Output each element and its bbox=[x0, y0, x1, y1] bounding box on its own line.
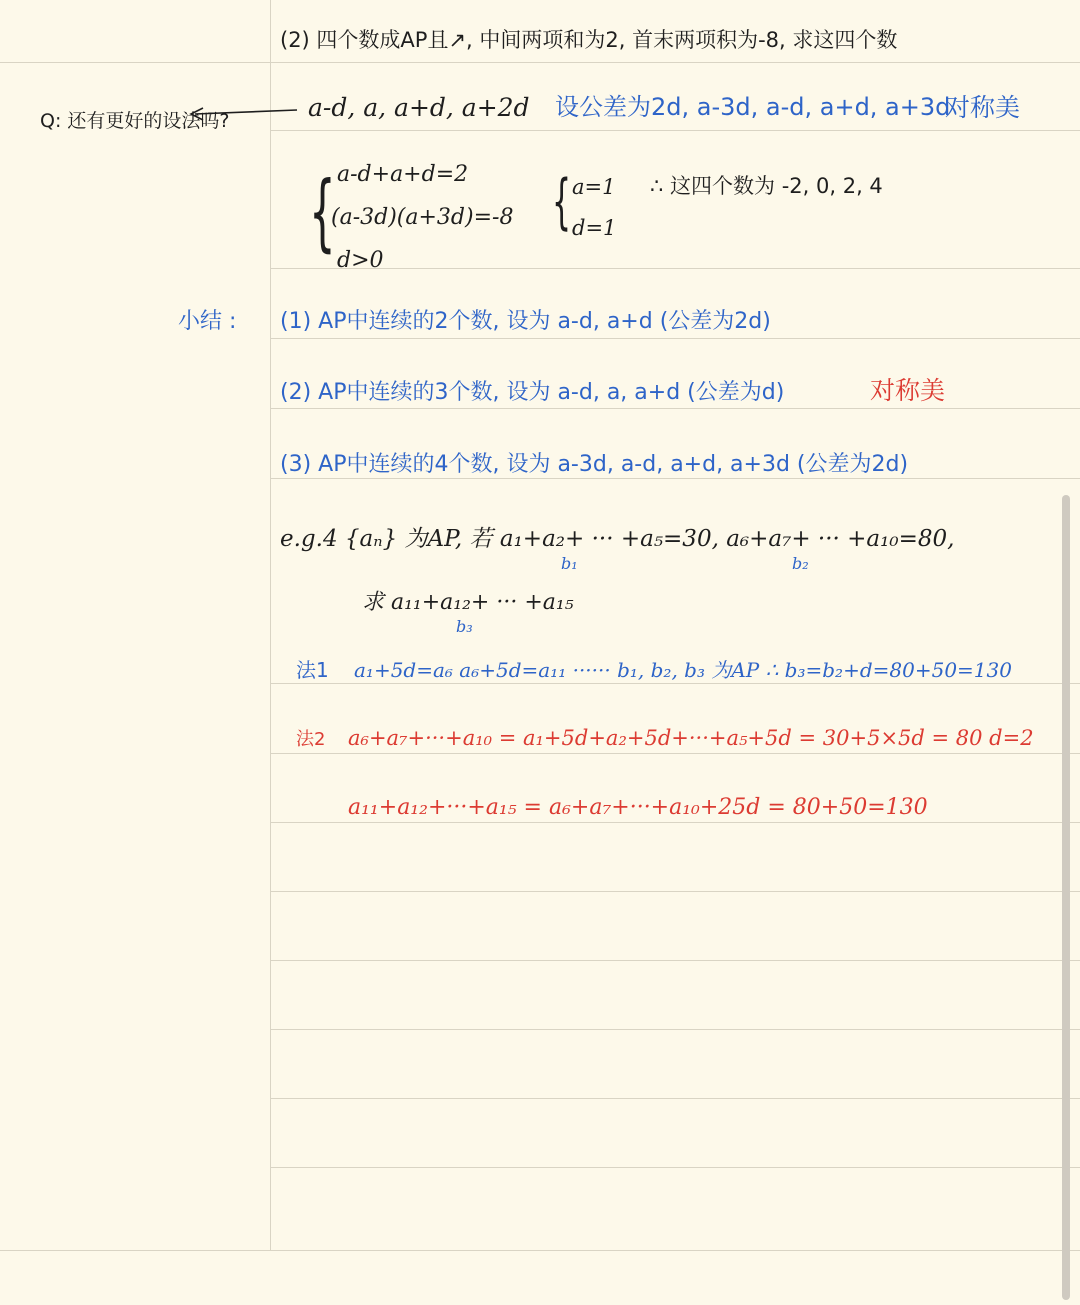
method-2-label: 法2 bbox=[296, 729, 326, 750]
ruled-line bbox=[270, 683, 1080, 684]
symmetry-tag: 对称美 bbox=[945, 93, 1021, 122]
equation-3: d>0 bbox=[337, 248, 384, 273]
ruled-line bbox=[270, 960, 1080, 961]
method-1-label: 法1 bbox=[296, 658, 329, 682]
example-ask: 求 a₁₁+a₁₂+ ··· +a₁₅ bbox=[362, 590, 574, 615]
ruled-line bbox=[0, 1250, 1080, 1251]
scrollbar[interactable] bbox=[1062, 495, 1070, 1300]
conclusion: ∴ 这四个数为 -2, 0, 2, 4 bbox=[650, 174, 883, 198]
margin-line bbox=[270, 0, 271, 1250]
ruled-line bbox=[270, 891, 1080, 892]
method-1-body: a₁+5d=a₆ a₆+5d=a₁₁ ······ b₁, b₂, b₃ 为AP ∴ b₃=b₂+d=80+50=130 bbox=[354, 658, 1012, 682]
arrow-icon bbox=[185, 100, 300, 130]
summary-item-3: (3) AP中连续的4个数, 设为 a-3d, a-d, a+d, a+3d (公差为2d) bbox=[280, 452, 909, 477]
label-b1: b₁ bbox=[561, 554, 578, 573]
equation-2: (a-3d)(a+3d)=-8 bbox=[331, 205, 514, 230]
ruled-line bbox=[0, 62, 1080, 63]
ruled-line bbox=[270, 1167, 1080, 1168]
ruled-line bbox=[270, 478, 1080, 479]
ruled-line bbox=[270, 1098, 1080, 1099]
ruled-line bbox=[270, 822, 1080, 823]
margin-question: Q: 还有更好的设法吗? bbox=[40, 110, 230, 132]
symmetry-tag-2: 对称美 bbox=[870, 376, 946, 405]
solution-brace: { bbox=[552, 167, 572, 237]
summary-item-2: (2) AP中连续的3个数, 设为 a-d, a, a+d (公差为d) bbox=[280, 380, 785, 405]
example-statement: e.g.4 {aₙ} 为AP, 若 a₁+a₂+ ··· +a₅=30, a₆+a₇+ ··· +a₁₀=80, bbox=[280, 526, 955, 552]
first-setup: a-d, a, a+d, a+2d bbox=[308, 93, 530, 122]
method-2-line-1: a₆+a₇+···+a₁₀ = a₁+5d+a₂+5d+···+a₅+5d = 30+5×5d = 80 d=2 bbox=[348, 726, 1034, 750]
label-b3: b₃ bbox=[456, 617, 473, 636]
ruled-line bbox=[270, 268, 1080, 269]
label-b2: b₂ bbox=[792, 554, 809, 573]
ruled-line bbox=[270, 1029, 1080, 1030]
solution-a: a=1 bbox=[572, 175, 616, 199]
ruled-line bbox=[270, 130, 1080, 131]
system-brace: { bbox=[309, 163, 336, 261]
summary-label: 小结 : bbox=[178, 309, 237, 334]
ruled-line bbox=[270, 753, 1080, 754]
problem-statement: (2) 四个数成AP且↗, 中间两项和为2, 首末两项积为-8, 求这四个数 bbox=[280, 28, 898, 52]
ruled-line bbox=[270, 408, 1080, 409]
method-2-line-2: a₁₁+a₁₂+···+a₁₅ = a₆+a₇+···+a₁₀+25d = 80+50=130 bbox=[348, 795, 928, 820]
equation-1: a-d+a+d=2 bbox=[337, 162, 469, 187]
summary-item-1: (1) AP中连续的2个数, 设为 a-d, a+d (公差为2d) bbox=[280, 309, 771, 334]
solution-d: d=1 bbox=[572, 216, 617, 240]
better-setup: 设公差为2d, a-3d, a-d, a+d, a+3d bbox=[555, 93, 951, 121]
ruled-line bbox=[270, 338, 1080, 339]
